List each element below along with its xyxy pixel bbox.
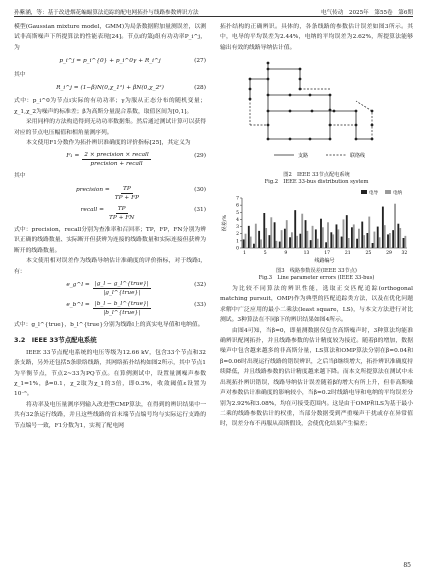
bar [389, 233, 391, 248]
paragraph: 采用同样的方法构造得到无功功率数据集。然后通过测试计算可以获得对应的节点电压幅值和相角量测序列。 [14, 119, 206, 136]
x-tick-label: 32 [401, 250, 408, 256]
legend-line-label: 支路 [298, 153, 309, 160]
bar [351, 227, 353, 248]
bar [363, 235, 365, 248]
bar [373, 231, 375, 247]
figure-caption-en: Fig.2 IEEE 33-bus distribution system [264, 178, 369, 185]
bar [327, 222, 329, 248]
bar [336, 224, 338, 248]
bar [310, 240, 312, 248]
figure-3 [220, 188, 413, 282]
bar [382, 206, 384, 247]
header-right: 电气传动 2025年 第55卷 第6期 [320, 10, 413, 16]
paragraph: 其中 [14, 173, 26, 180]
left-column [14, 22, 206, 431]
x-tick-label: 17 [324, 250, 330, 256]
y-axis-label: 误差/% [222, 214, 228, 231]
legend-label: 电导 [369, 190, 378, 196]
y-tick-label: 6 [236, 203, 239, 209]
paragraph: 其中 [14, 71, 26, 78]
equation-32: e_g^l = $\frac{\text{|g\_l − g\_l\textasciicircum{}\{true\}|}}{\text{|g\_l\textasciicircum{}\{true\}|}}$ (32) [66, 280, 206, 296]
bar [265, 228, 267, 248]
bar [255, 223, 257, 247]
bar [346, 215, 348, 248]
bar [243, 239, 245, 248]
legend-tie-label: 联络线 [350, 153, 366, 160]
right-column [220, 22, 413, 430]
x-tick-label: 1 [243, 250, 247, 256]
x-tick-label: 9 [284, 250, 288, 256]
bar [301, 213, 303, 247]
equation-27: p_i^j = p_i^{0} + p_i^0γ + R_i^j (27) [59, 58, 206, 65]
figure-2 [220, 55, 413, 185]
bar [245, 233, 247, 247]
bar [260, 239, 262, 248]
bar [377, 226, 379, 247]
bar [384, 225, 386, 248]
bar [312, 225, 314, 247]
y-tick-label: 4 [236, 217, 239, 223]
legend-swatch [385, 190, 391, 194]
paragraph: 为比较不同算法的辨识性能，选取正交匹配追踪(orthogonal matching pursuit，OMP)作为典型的匹配追踪类方法，以及在优化问题求解中广泛应用的最小二乘法(least square，LS)，与本文方法进行对比测试。3种算法在不同β下的辨识结果如图4所示。 [220, 286, 413, 324]
y-tick-label: 7 [236, 196, 239, 202]
bar [305, 220, 307, 248]
legend-label: 电纳 [393, 190, 402, 196]
paragraph: 模型(Gaussian mixture model，GMM)为局条数据附加量测误差，以测试非高斯噪声下所提算法的性能表现[24]。节点i的第j组有功功率P_i^j，为 [14, 24, 206, 51]
bar [322, 227, 324, 248]
x-tick-label: 29 [386, 250, 392, 256]
bar [403, 238, 405, 248]
bar [397, 223, 399, 247]
bar [286, 220, 288, 248]
bar [299, 233, 301, 247]
bar [270, 217, 272, 248]
network-diagram [220, 55, 413, 167]
paragraph: 由图4可知，当β=0，即量测数据仅包含高斯噪声时，3种算法均能准确辨识配网拓扑，并且线路参数的估计精度较为接近。随着β的增加，数据噪声中包含越来越多的非高斯分量，LS算法和OMP算法分别在β=0.04和β=0.06时出现运行线路的错误辨识，之后当β继续增大，拓扑辨识准确度持续降低，并且线路参数的估计精度越来越下降。而本文所提算法在测试中未出现拓扑辨识错误，线路导纳估计误差随着β的增大有所上升，但非高斯噪声对参数估计准确度的影响较小，当β=0.2时线路电导和电纳的平均误差分别为2.92%和3.08%，均在可接受范围内。这是由于OMP和LS为基于最小二乘的线路参数估计的权重，当部分数据受到严重噪声干扰或存在异常值时，误差分布不再服从高斯假设，会使优化结果产生偏差； [220, 327, 413, 428]
bar [356, 238, 358, 247]
equation-33: e_b^l = $\frac{\text{|b\_l − b\_l\textasciicircum{}\{true\}|}}{\text{|b\_l\textasciicircum{}\{true\}|}}$ (33) [66, 300, 206, 316]
bar [361, 221, 363, 247]
bar [317, 238, 319, 247]
equation-31: recall = $\frac{TP}{TP + FN}$ (31) [80, 205, 206, 221]
x-tick-label: 25 [365, 250, 372, 256]
x-tick-label: 21 [344, 250, 351, 256]
bar [269, 235, 271, 248]
x-tick-label: 13 [303, 250, 310, 256]
paragraph: IEEE 33节点配电系统的电压等级为12.66 kV，包含33个节点和32条支路，另外还包括5条联络线路，其网络拓扑结构如图2所示，其中节点1为平衡节点，节点2~33为PQ节点。在算例测试中，设置量测噪声参数χ_1=1%，β=0.1，χ_2取为χ_1的3倍，即0.3%，收敛阈值ε设置为10⁻⁵。 [14, 349, 206, 398]
y-tick-label: 0 [236, 246, 239, 252]
bar [372, 243, 374, 248]
bar [387, 234, 389, 248]
bar [248, 225, 250, 247]
page-number: 85 [403, 562, 411, 569]
paragraph: 本文使用F1分数作为拓扑辨识准确度的评价指标[25]，其定义为 [26, 140, 191, 147]
bar [353, 224, 355, 248]
bar [274, 222, 276, 248]
bar [279, 241, 281, 247]
bar [348, 238, 350, 248]
y-tick-label: 2 [236, 231, 239, 237]
bar-chart [220, 188, 413, 264]
header-left: 孙紫涵，等：基于改进烟花蝙蝠算法追踪的配电网拓扑与线路参数辨识方法 [14, 10, 199, 16]
bar [320, 218, 322, 247]
bar [281, 230, 283, 248]
bar [289, 237, 291, 248]
paragraph: 将功率及电压量测序列输入改进型CMP算法，在得到的辨识结果中一共有32条运行线路，并且这些线路的首末端节点编号均与实际运行支路的节点编号一致，F1分数为1，实现了配电网 [14, 401, 206, 429]
x-tick-label: 5 [263, 250, 267, 256]
bar [250, 236, 252, 247]
y-tick-label: 3 [236, 224, 239, 230]
bar [379, 237, 381, 248]
bar [392, 230, 394, 248]
bar [315, 229, 317, 248]
bar [394, 203, 396, 247]
equation-29: F₁ = $\frac{\text{2 × precision × recall}}{\text{precision + recall}}$ (29) [66, 152, 206, 168]
bar [296, 235, 298, 247]
paragraph: 式中：precision，recall分别为查准率和召回率；TP，FP，FN分别为辨识正确的线路数量、实际断开但获辨为连接的线路数量和实际连接但获辨为断开的线路数量。 [14, 226, 206, 254]
bar [332, 234, 334, 248]
bar [343, 219, 345, 248]
bar [325, 242, 327, 248]
bar [263, 213, 265, 248]
paragraph: 式中：g_l^{true}，b_l^{true}分别为线路l上的真实电导值和电纳值。 [14, 321, 204, 328]
bar [291, 232, 293, 248]
y-tick-label: 1 [236, 238, 239, 244]
paragraph: 拓扑结构的正确辨识。具体的，各条线路的参数估计误差如图3所示。其中，电导的平均误差为2.44%，电纳的平均误差为2.62%，所提算法能够输出有效的线路导纳估计值。 [220, 24, 413, 51]
legend-swatch [361, 190, 367, 194]
bar [358, 228, 360, 247]
figure-caption-en: Fig.3 Line parameter errors (IEEE 33-bus) [258, 275, 375, 282]
section-heading: 3.2 IEEE 33节点配电系统 [14, 336, 97, 345]
bar [284, 228, 286, 247]
bar [258, 230, 260, 247]
bar [366, 233, 368, 248]
equation-30: precision = $\frac{TP}{TP + FP}$ (30) [76, 185, 206, 201]
figure-caption: 图2 IEEE 33节点配电系统 [283, 171, 350, 178]
bar [368, 216, 370, 247]
running-header [14, 4, 413, 17]
bar [399, 228, 401, 248]
bar [337, 229, 339, 248]
x-axis-label: 线路编号 [314, 257, 335, 264]
bar [404, 235, 406, 247]
bar [276, 240, 278, 247]
bar [306, 230, 308, 247]
bar [253, 243, 255, 247]
bar [294, 210, 296, 248]
equation-28: R_i^j = (1−β)N(0,χ_1²) + βN(0,χ_2²) (28) [56, 85, 206, 92]
paragraph: 本文使用相对误差作为线路导纳估计准确度的评价指标，对于线路l，有： [14, 258, 206, 275]
bar [341, 236, 343, 247]
y-tick-label: 5 [236, 210, 239, 216]
paragraph: 式中：p_i^0为节点i实际的有功功率；γ为服从正态分布的随机变量；χ_1,χ_2为噪声的标准差；β为高斯分量混合系数，取值区间为[0,1]。 [14, 98, 206, 115]
figure-caption: 图3 线路参数误差(IEEE 33节点) [276, 268, 357, 275]
bar [330, 232, 332, 248]
